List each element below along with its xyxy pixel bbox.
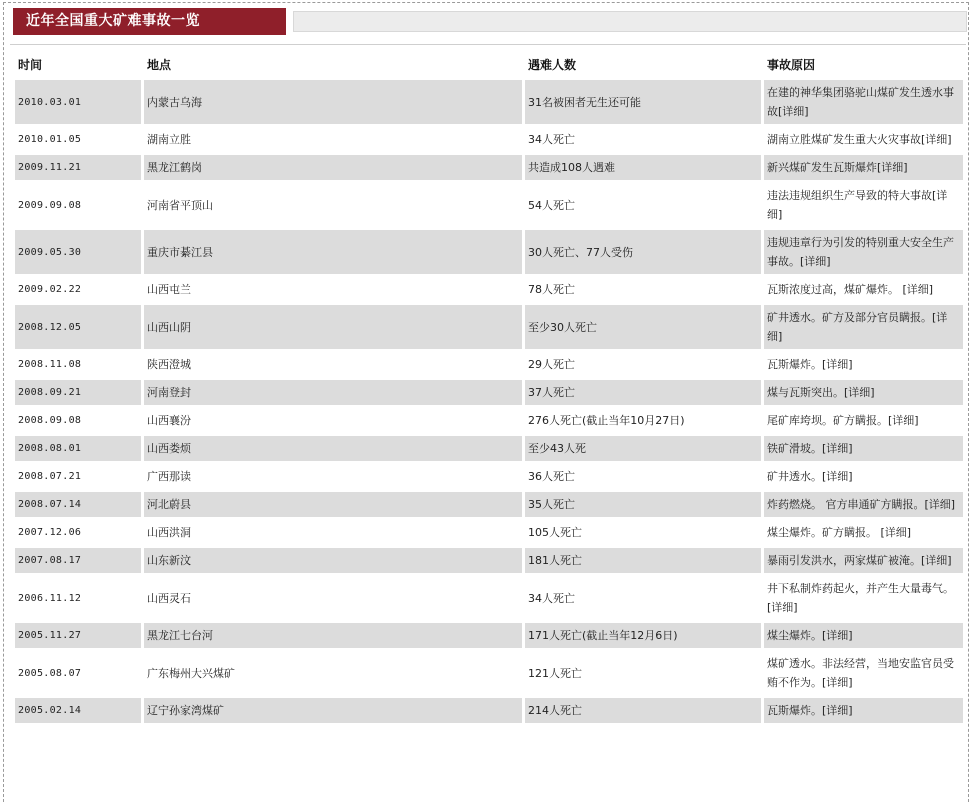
cell-cause[interactable]: 在建的神华集团骆驼山煤矿发生透水事故[详细] (764, 80, 963, 124)
cell-cause[interactable]: 煤与瓦斯突出。[详细] (764, 380, 963, 405)
table-row (15, 352, 963, 377)
cell-cause[interactable]: 新兴煤矿发生瓦斯爆炸[详细] (764, 155, 963, 180)
column-header-place: 地点 (147, 57, 172, 72)
cell-place: 河南登封 (144, 380, 522, 405)
cell-cause[interactable]: 暴雨引发洪水，两家煤矿被淹。[详细] (764, 548, 963, 573)
cell-date: 2005.02.14 (15, 698, 141, 723)
cell-date: 2010.01.05 (18, 134, 82, 145)
cell-place: 广西那读 (147, 470, 191, 483)
cell-casualties: 34人死亡 (528, 591, 575, 605)
cell-casualties: 276人死亡(截止当年10月27日) (528, 414, 685, 427)
cell-date: 2008.11.08 (18, 359, 82, 370)
table-row (15, 127, 963, 152)
table-row (15, 520, 963, 545)
cell-casualties: 30人死亡、77人受伤 (525, 230, 761, 274)
cell-place: 山西娄烦 (144, 436, 522, 461)
cell-casualties: 171人死亡(截止当年12月6日) (525, 623, 761, 648)
cell-cause[interactable]: 煤尘爆炸。矿方瞒报。 [详细] (767, 526, 912, 539)
cell-casualties: 105人死亡 (528, 526, 582, 539)
cell-date: 2008.09.08 (18, 415, 82, 426)
cell-place: 广东梅州大兴煤矿 (147, 666, 235, 680)
table-row (15, 155, 963, 180)
cell-place: 重庆市綦江县 (144, 230, 522, 274)
cell-casualties: 35人死亡 (525, 492, 761, 517)
cell-place: 山西襄汾 (147, 414, 191, 427)
cell-cause[interactable]: 瓦斯爆炸。[详细] (764, 698, 963, 723)
cell-place: 黑龙江鹤岗 (144, 155, 522, 180)
cell-place: 陕西澄城 (147, 358, 191, 371)
cell-place: 湖南立胜 (147, 133, 191, 146)
table-row (15, 380, 963, 405)
cell-place: 山西灵石 (147, 591, 191, 605)
cell-casualties: 至少30人死亡 (525, 305, 761, 349)
cell-place: 河北蔚县 (144, 492, 522, 517)
table-row (15, 305, 963, 349)
cell-cause[interactable]: 瓦斯爆炸。[详细] (767, 358, 853, 371)
table-row (15, 436, 963, 461)
cell-cause[interactable]: 铁矿滑坡。[详细] (764, 436, 963, 461)
column-header-date: 时间 (18, 57, 43, 72)
cell-cause[interactable]: 瓦斯浓度过高，煤矿爆炸。 [详细] (767, 283, 934, 296)
cell-date: 2008.07.14 (15, 492, 141, 517)
column-header-casualties: 遇难人数 (528, 57, 577, 72)
cell-casualties: 78人死亡 (528, 283, 575, 296)
table-row (15, 698, 963, 723)
cell-date: 2005.08.07 (18, 667, 82, 679)
cell-date: 2007.12.06 (18, 527, 82, 538)
table-row (15, 464, 963, 489)
cell-place: 河南省平顶山 (147, 198, 213, 212)
cell-date: 2006.11.12 (18, 592, 82, 604)
cell-date: 2009.02.22 (18, 284, 82, 295)
cell-casualties: 29人死亡 (528, 358, 575, 371)
cell-cause[interactable]: 煤矿透水。非法经营，当地安监官员受贿不作为。[详细] (767, 657, 954, 689)
cell-date: 2008.12.05 (15, 305, 141, 349)
cell-place: 内蒙古乌海 (144, 80, 522, 124)
cell-casualties: 181人死亡 (525, 548, 761, 573)
cell-casualties: 214人死亡 (525, 698, 761, 723)
cell-cause[interactable]: 矿井透水。[详细] (767, 470, 853, 483)
accident-table (12, 48, 966, 726)
cell-casualties: 54人死亡 (528, 198, 575, 212)
cell-cause[interactable]: 尾矿库垮坝。矿方瞒报。[详细] (767, 414, 919, 427)
cell-date: 2007.08.17 (15, 548, 141, 573)
cell-place: 山西山阴 (144, 305, 522, 349)
header-divider (10, 44, 966, 45)
table-row (15, 651, 963, 695)
cell-cause[interactable]: 煤尘爆炸。[详细] (764, 623, 963, 648)
column-header-cause: 事故原因 (767, 57, 816, 72)
cell-date: 2009.11.21 (15, 155, 141, 180)
cell-date: 2008.09.21 (15, 380, 141, 405)
cell-place: 山西洪洞 (147, 526, 191, 539)
cell-place: 山东新汶 (144, 548, 522, 573)
table-row (15, 80, 963, 124)
cell-date: 2005.11.27 (15, 623, 141, 648)
cell-cause[interactable]: 违规违章行为引发的特别重大安全生产事故。[详细] (764, 230, 963, 274)
table-row (15, 408, 963, 433)
cell-cause[interactable]: 违法违规组织生产导致的特大事故[详细] (767, 189, 948, 221)
cell-date: 2008.07.21 (18, 471, 82, 482)
cell-place: 黑龙江七台河 (144, 623, 522, 648)
cell-casualties: 至少43人死 (525, 436, 761, 461)
table-row (15, 183, 963, 227)
cell-casualties: 共造成108人遇难 (525, 155, 761, 180)
cell-place: 辽宁孙家湾煤矿 (144, 698, 522, 723)
cell-casualties: 34人死亡 (528, 133, 575, 146)
cell-place: 山西屯兰 (147, 283, 191, 296)
cell-casualties: 36人死亡 (528, 470, 575, 483)
table-row (15, 230, 963, 274)
table-header-row (15, 51, 963, 77)
cell-date: 2009.09.08 (18, 199, 82, 211)
cell-casualties: 37人死亡 (525, 380, 761, 405)
cell-cause[interactable]: 湖南立胜煤矿发生重大火灾事故[详细] (767, 133, 952, 146)
table-row (15, 623, 963, 648)
table-row (15, 492, 963, 517)
cell-date: 2008.08.01 (15, 436, 141, 461)
cell-cause[interactable]: 炸药燃烧。 官方串通矿方瞒报。[详细] (764, 492, 963, 517)
cell-cause[interactable]: 井下私制炸药起火，并产生大量毒气。[详细] (767, 582, 954, 614)
cell-date: 2010.03.01 (15, 80, 141, 124)
cell-date: 2009.05.30 (15, 230, 141, 274)
cell-cause[interactable]: 矿井透水。矿方及部分官员瞒报。[详细] (764, 305, 963, 349)
section-header (13, 8, 967, 35)
title-bar-strip (293, 11, 967, 32)
page-title: 近年全国重大矿难事故一览 (13, 8, 286, 35)
cell-casualties: 31名被困者无生还可能 (525, 80, 761, 124)
table-row (15, 576, 963, 620)
table-row (15, 548, 963, 573)
table-row (15, 277, 963, 302)
cell-casualties: 121人死亡 (528, 666, 582, 680)
